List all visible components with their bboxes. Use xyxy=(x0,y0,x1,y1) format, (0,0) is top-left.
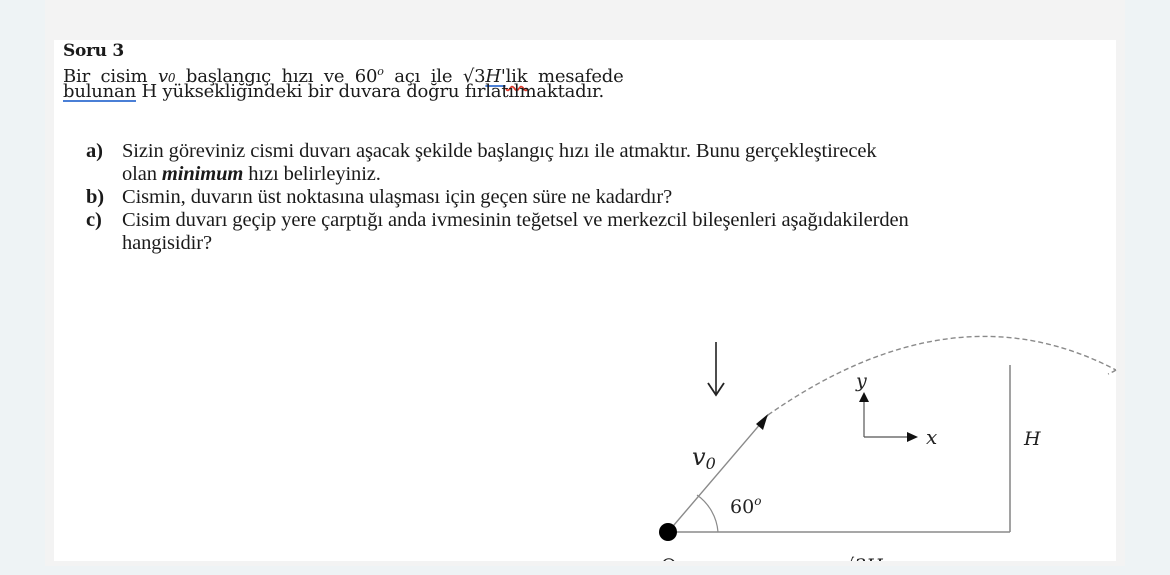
intro-text: H yüksekliğindeki bir duvara doğru fırlatılmaktadır. xyxy=(135,81,604,102)
emphasis-minimum: minimum xyxy=(161,163,244,185)
question-title: Soru 3 xyxy=(63,41,124,61)
origin-label xyxy=(661,555,677,561)
item-label: c) xyxy=(86,209,102,231)
trajectory-dashed xyxy=(768,336,1116,415)
degree-symbol: o xyxy=(377,65,384,78)
item-text: Sizin göreviniz cismi duvarı aşacak şekilde başlangıç hızı ile atmaktır. Bunu gerçekleştirecek xyxy=(122,140,877,162)
intro-text: mesafede xyxy=(527,66,624,87)
document-page[interactable] xyxy=(54,40,1116,561)
question-item-a: a) Sizin göreviniz cismi duvarı aşacak şekilde başlangıç hızı ile atmaktır. Bunu gerçekleştirecek olan minimum hızı belirleyiniz. xyxy=(86,140,877,185)
intro-text: Bir cisim xyxy=(63,66,158,87)
v0-label: v0 xyxy=(692,443,716,473)
distance-label xyxy=(842,555,883,561)
sqrt3-symbol: √3 xyxy=(462,66,486,87)
spellcheck-flagged-lik[interactable]: lik xyxy=(505,66,528,87)
coordinate-axes-icon xyxy=(859,392,918,442)
y-axis-label: y xyxy=(856,370,867,392)
gravity-arrow-icon xyxy=(708,342,724,395)
item-label: b) xyxy=(86,186,105,208)
intro-text: başlangıç hızı ve 60 xyxy=(175,66,378,87)
v0-symbol: v0 xyxy=(157,66,176,87)
item-text: Cisim duvarı geçip yere çarptığı anda ivmesinin teğetsel ve merkezcil bileşenleri aşağıdakilerden xyxy=(122,209,909,231)
wall-height-label: H xyxy=(1024,428,1041,450)
angle-arc xyxy=(697,495,718,532)
launch-point-dot xyxy=(659,523,677,541)
grammar-flagged-bulunan[interactable]: bulunan xyxy=(63,81,136,102)
question-item-c: c) Cisim duvarı geçip yere çarptığı anda ivmesinin teğetsel ve merkezcil bileşenleri aşağıdakilerden hangisidir? xyxy=(86,209,909,254)
projectile-diagram xyxy=(54,40,1116,561)
item-text: Cismin, duvarın üst noktasına ulaşması için geçen süre ne kadardır? xyxy=(122,186,673,208)
x-axis-label: x xyxy=(926,425,938,449)
intro-text: açı ile xyxy=(383,66,463,87)
angle-label: 60$^o$ xyxy=(730,494,762,518)
item-label: a) xyxy=(86,140,103,162)
grammar-flagged-H[interactable]: H' xyxy=(485,66,506,87)
